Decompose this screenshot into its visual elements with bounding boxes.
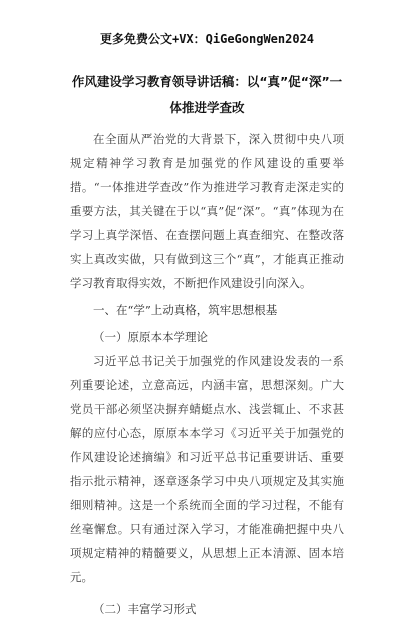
subsection-paragraph-1: 习近平总书记关于加强党的作风建设发表的一系列重要论述，立意高远，内涵丰富，思想深刻。广大党员干部必须坚决摒弃蜻蜓点水、浅尝辄止、不求甚解的应付心态，原原本本学习《习近平关于加强党的作风建设论述摘编》和习近平总书记重要讲话、重要指示批示精神，逐章逐条学习中央八项规定及其实施细则精神。这是一个系统而全面的学习过程，不能有丝毫懈怠。只有通过深入学习，才能准确把握中央八项规定精神的精髓要义，从思想上正本清源、固本培元。 [70,354,344,584]
subsection-heading-2: （二）丰富学习形式 [93,602,197,616]
watermark-header: 更多免费公文+VX：QiGeGongWen2024 [99,32,315,46]
subsection-heading-1: （一）原原本本学理论 [93,330,208,344]
document-title: 作风建设学习教育领导讲话稿：以“真”促“深”一体推进学查改 [71,74,343,115]
section-heading-1: 一、在“学”上动真格，筑牢思想根基 [93,303,278,317]
intro-paragraph: 在全面从严治党的大背景下，深入贯彻中央八项规定精神学习教育是加强党的作风建设的重要举措。“一体推进学查改”作为推进学习教育走深走实的重要方法，其关键在于以“真”促“深”。“真”体现为在学习上真学深悟、在查摆问题上真查细究、在整改落实上真改实做，只有做到这三个“真”，才能真正推动学习教育取得实效，不断把作风建设引向深入。 [70,132,344,290]
